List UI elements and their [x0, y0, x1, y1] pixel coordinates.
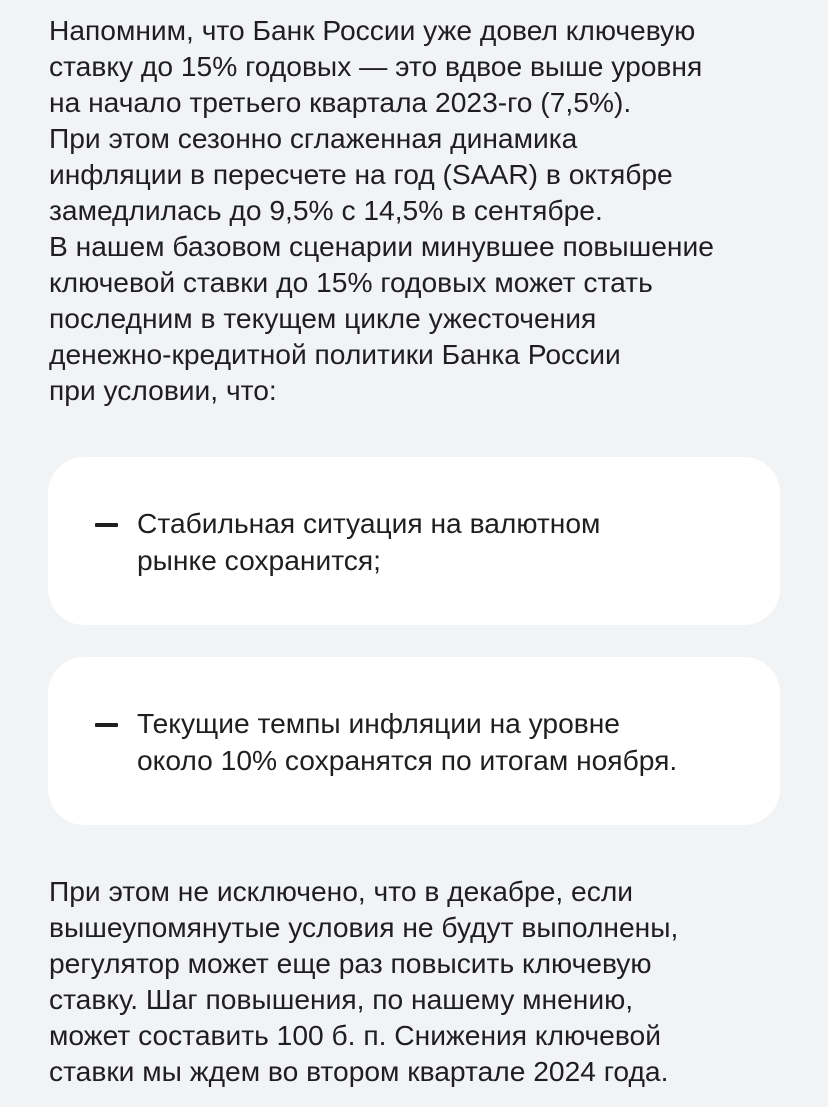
condition-line: Стабильная ситуация на валютном: [137, 507, 601, 539]
intro-line: При этом сезонно сглаженная динамика: [49, 122, 578, 154]
intro-line: на начало третьего квартала 2023-го (7,5%).: [49, 86, 632, 118]
intro-line: В нашем базовом сценарии минувшее повышение: [49, 230, 714, 262]
intro-line: Напомним, что Банк России уже довел ключевую: [49, 14, 696, 46]
outro-line: ставки мы ждем во втором квартале 2024 года.: [49, 1055, 669, 1087]
intro-line: замедлилась до 9,5% с 14,5% в сентябре.: [49, 194, 603, 226]
outro-line: ставку. Шаг повышения, по нашему мнению,: [49, 983, 634, 1015]
condition-card: [48, 657, 780, 825]
condition-line: Текущие темпы инфляции на уровне: [137, 707, 620, 739]
intro-line: при условии, что:: [49, 374, 277, 406]
condition-text: [137, 505, 600, 579]
outro-paragraph: [49, 873, 789, 1089]
outro-line: может составить 100 б. п. Снижения ключевой: [49, 1019, 661, 1051]
intro-line: инфляции в пересчете на год (SAAR) в октябре: [49, 158, 673, 190]
outro-line: При этом не исключено, что в декабре, если: [49, 875, 634, 907]
outro-line: вышеупомянутые условия не будут выполнены,: [49, 911, 679, 943]
dash-bullet-icon: [95, 723, 118, 727]
intro-line: денежно-кредитной политики Банка России: [49, 338, 621, 370]
intro-paragraph: [49, 12, 789, 408]
intro-line: ключевой ставки до 15% годовых может стать: [49, 266, 653, 298]
condition-line: около 10% сохранятся по итогам ноября.: [137, 744, 678, 776]
condition-card: [48, 457, 780, 625]
intro-line: последним в текущем цикле ужесточения: [49, 302, 597, 334]
dash-bullet-icon: [95, 523, 118, 527]
condition-text: [137, 705, 677, 779]
condition-line: рынке сохранится;: [137, 544, 381, 576]
intro-line: ставку до 15% годовых — это вдвое выше уровня: [49, 50, 703, 82]
outro-line: регулятор может еще раз повысить ключевую: [49, 947, 652, 979]
